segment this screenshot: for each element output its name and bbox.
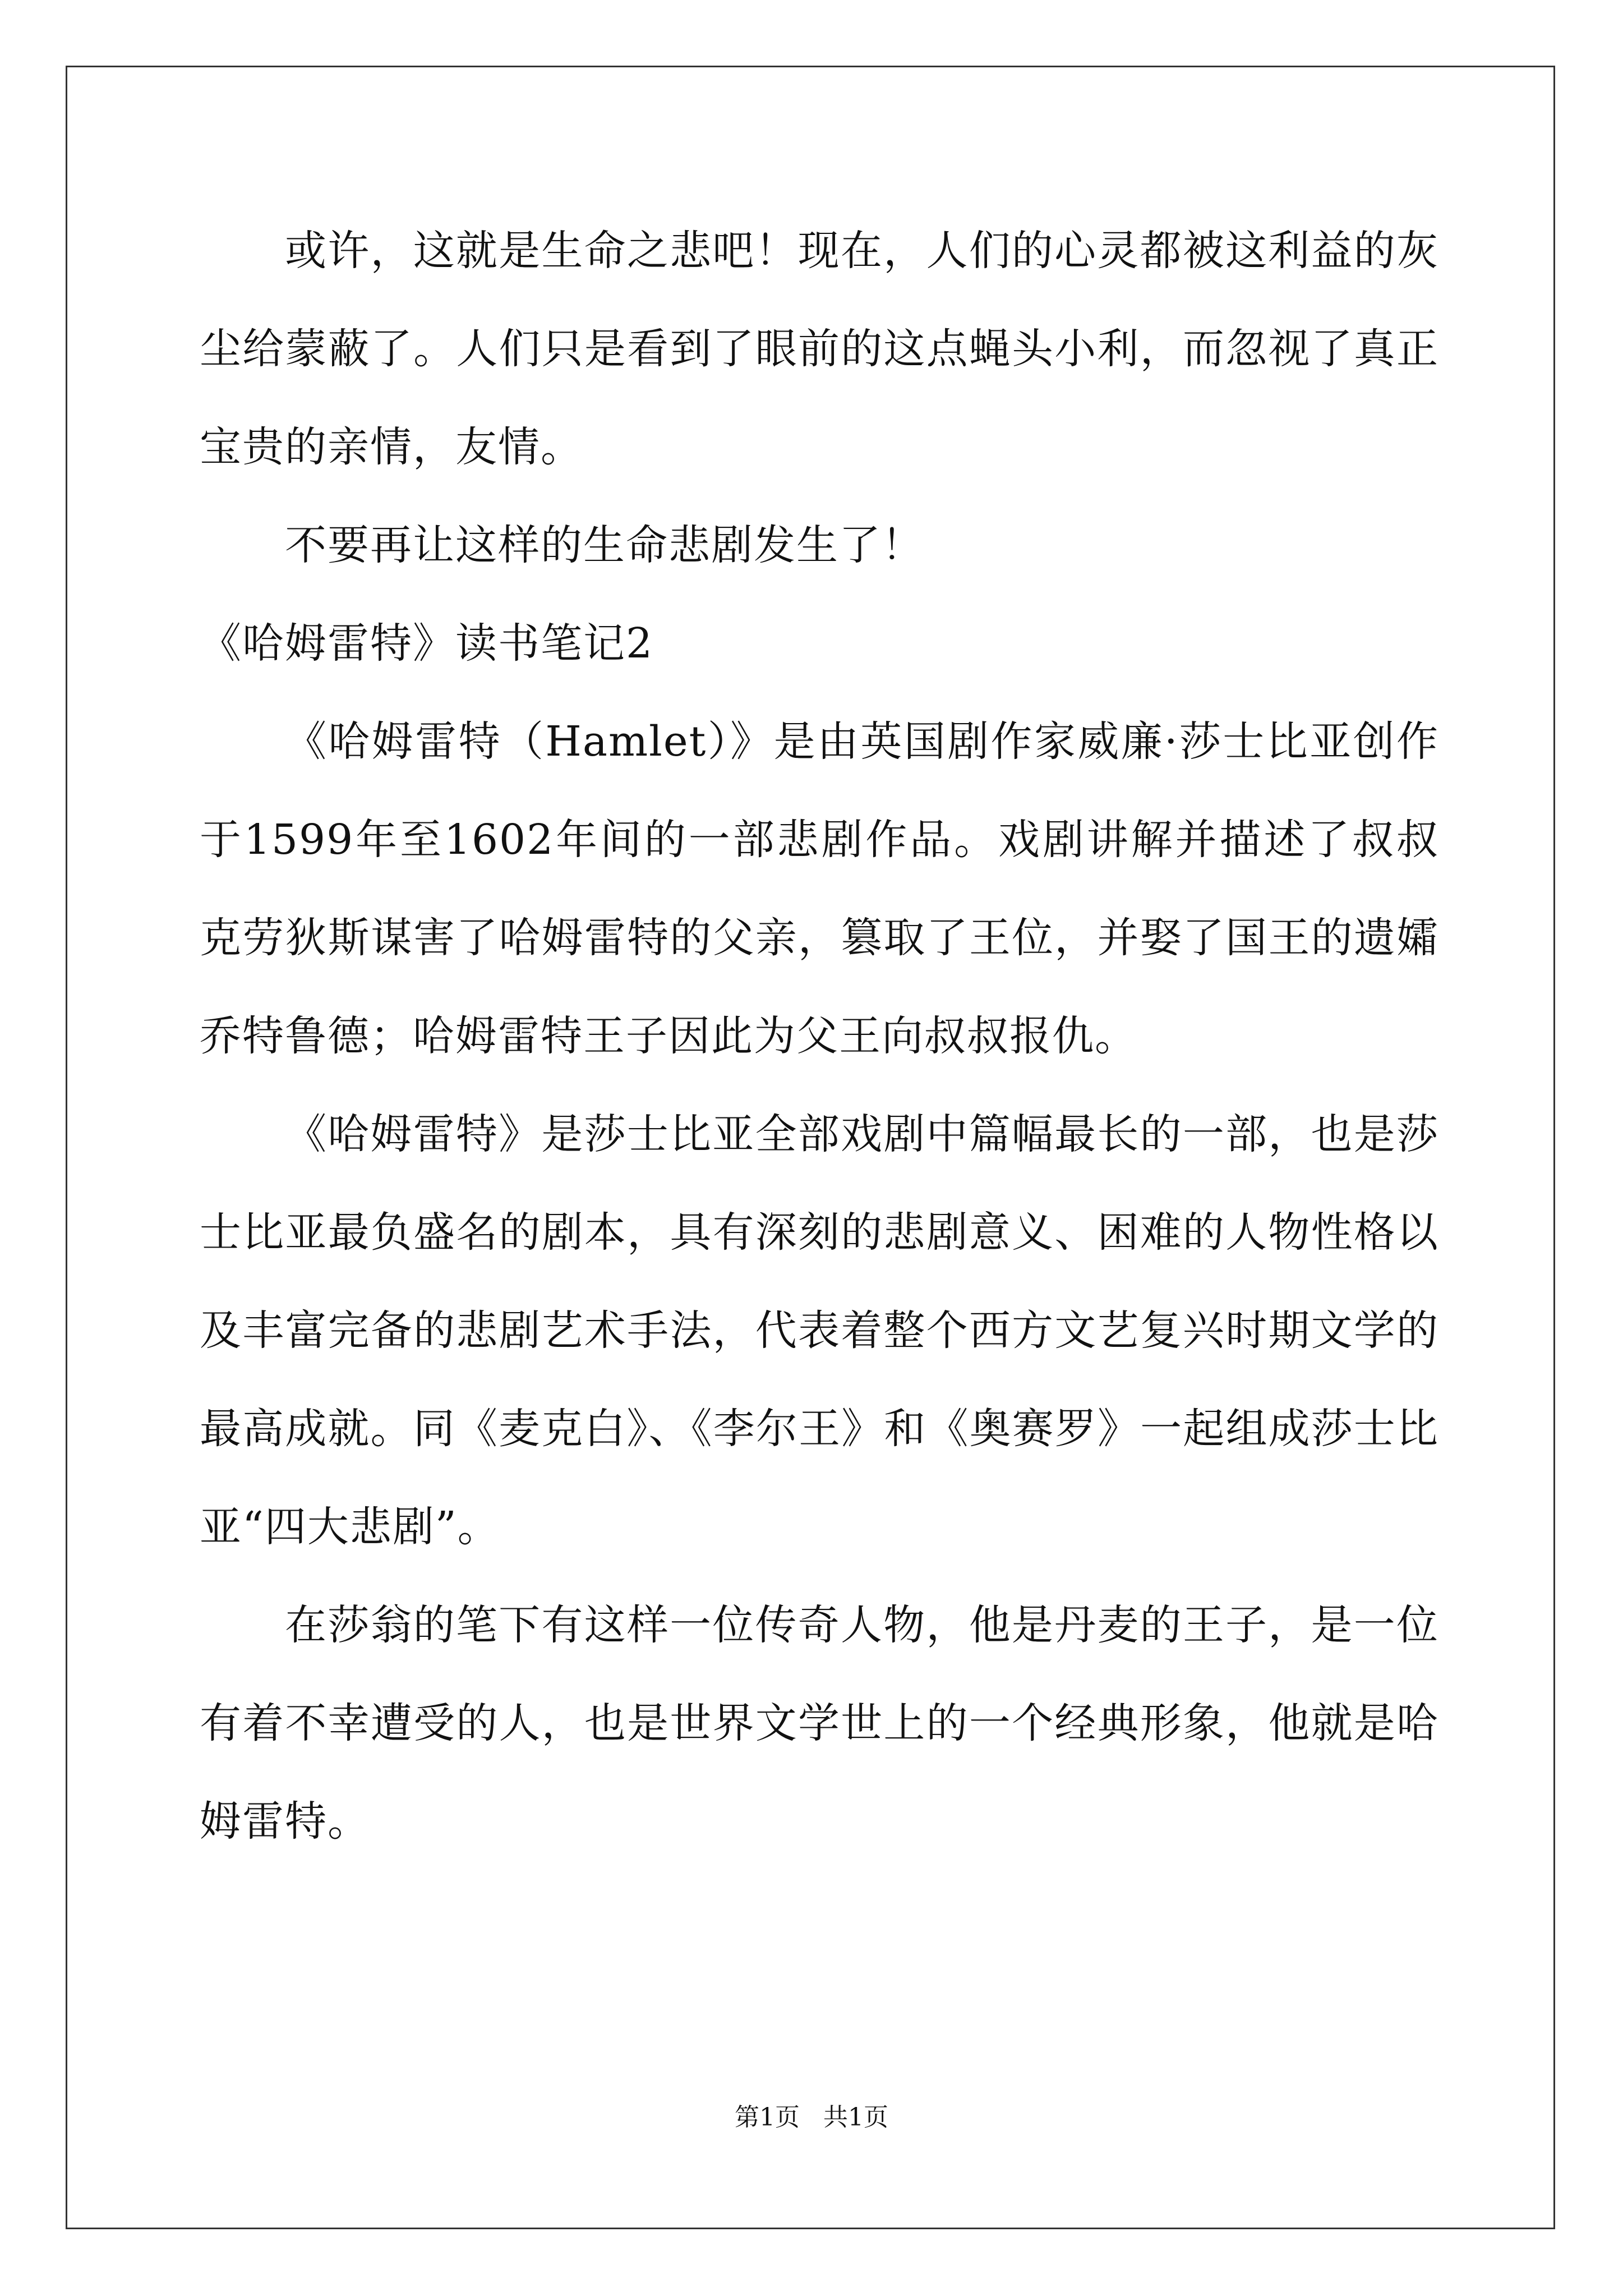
paragraph: 《哈姆雷特》是莎士比亚全部戏剧中篇幅最长的一部，也是莎士比亚最负盛名的剧本，具有深刻的悲剧意义、困难的人物性格以及丰富完备的悲剧艺术手法，代表着整个西方文艺复兴时期文学的最高成就。同《麦克白》、《李尔王》和《奥赛罗》一起组成莎士比亚“四大悲剧”。 <box>200 1110 1439 1551</box>
paragraph: 《哈姆雷特（Hamlet）》是由英国剧作家威廉·莎士比亚创作于1599年至1602年间的一部悲剧作品。戏剧讲解并描述了叔叔克劳狄斯谋害了哈姆雷特的父亲，篡取了王位，并娶了国王的遗孀乔特鲁德；哈姆雷特王子因此为父王向叔叔报仇。 <box>200 717 1439 1060</box>
paragraph: 在莎翁的笔下有这样一位传奇人物，他是丹麦的王子，是一位有着不幸遭受的人，也是世界文学世上的一个经典形象，他就是哈姆雷特。 <box>200 1601 1439 1846</box>
document-body <box>200 202 1439 1871</box>
paragraph: 或许，这就是生命之悲吧！现在，人们的心灵都被这利益的灰尘给蒙蔽了。人们只是看到了眼前的这点蝇头小利，而忽视了真正宝贵的亲情，友情。 <box>200 227 1439 471</box>
paragraph: 不要再让这样的生命悲剧发生了！ <box>285 521 924 569</box>
page-number-footer: 第1页 共1页 <box>735 2103 888 2132</box>
section-title: 《哈姆雷特》读书笔记2 <box>200 619 654 668</box>
